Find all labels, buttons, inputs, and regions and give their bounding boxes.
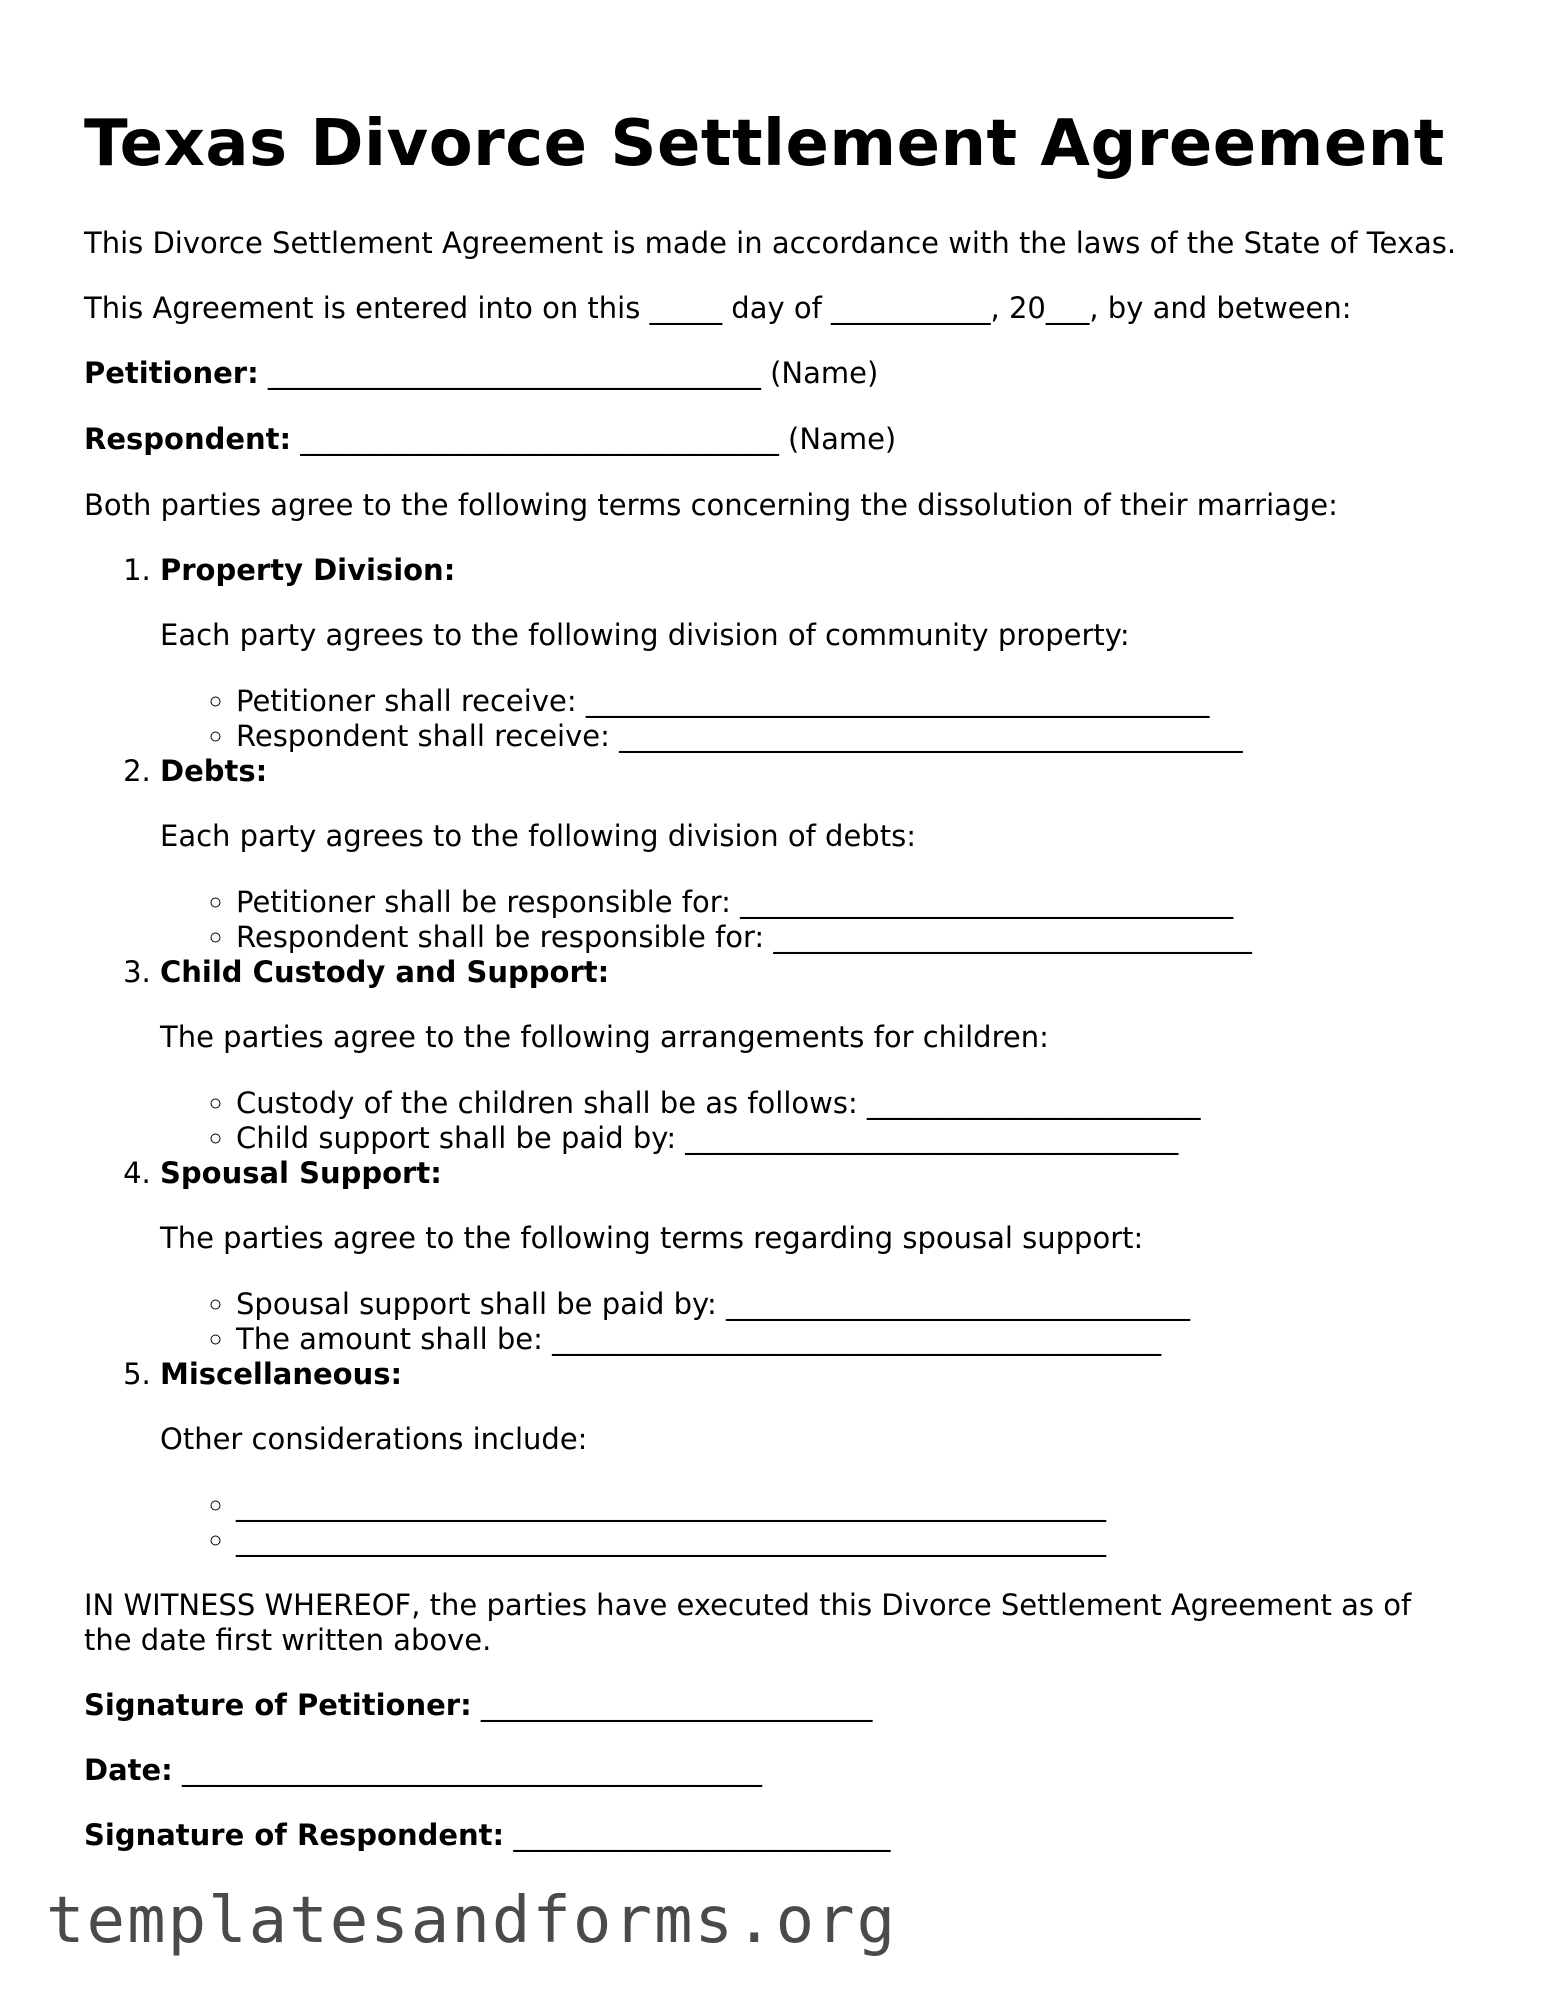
petitioner-line <box>84 356 1460 391</box>
section-spousal-support <box>160 1156 1460 1357</box>
signature-petitioner-label: Signature of Petitioner: <box>84 1688 472 1722</box>
section-items <box>160 1488 1460 1558</box>
list-item: ◦ Petitioner shall be responsible for: __________________________________ <box>236 885 1460 920</box>
section-items <box>160 1086 1460 1156</box>
entered-into-line: This Agreement is entered into on this _____ day of ___________, 20___, by and between: <box>84 291 1352 325</box>
signature-respondent-line <box>84 1818 1460 1853</box>
section-title: 5. Miscellaneous: <box>160 1357 403 1391</box>
section-intro: The parties agree to the following terms regarding spousal support: <box>160 1221 1144 1255</box>
respondent-line <box>84 422 1460 457</box>
section-intro: Other considerations include: <box>160 1422 588 1456</box>
document-page <box>84 106 1460 1883</box>
section-items <box>160 684 1460 754</box>
list-item: ◦ Custody of the children shall be as follows: _______________________ <box>236 1086 1460 1121</box>
date-label: Date: <box>84 1753 173 1787</box>
section-items <box>160 885 1460 955</box>
list-item: ◦ Petitioner shall receive: ___________________________________________ <box>236 684 1460 719</box>
agree-terms-line: Both parties agree to the following terms concerning the dissolution of their marriage: <box>84 488 1338 522</box>
section-title: 1. Property Division: <box>160 553 456 587</box>
section-title: 4. Spousal Support: <box>160 1156 442 1190</box>
date-blank: ________________________________________ <box>172 1753 762 1787</box>
section-items <box>160 1287 1460 1357</box>
signature-respondent-blank: __________________________ <box>504 1818 891 1852</box>
petitioner-label: Petitioner: <box>84 356 259 390</box>
signature-respondent-label: Signature of Respondent: <box>84 1818 505 1852</box>
list-item: ◦ Spousal support shall be paid by: ________________________________ <box>236 1287 1460 1322</box>
witness-paragraph: IN WITNESS WHEREOF, the parties have executed this Divorce Settlement Agreement as of the date first written above. <box>84 1588 1412 1657</box>
list-item: ◦ Respondent shall be responsible for: _________________________________ <box>236 920 1460 955</box>
watermark-text: templatesandforms.org <box>46 1884 898 1958</box>
section-intro: Each party agrees to the following division of community property: <box>160 618 1130 652</box>
section-intro: Each party agrees to the following division of debts: <box>160 819 916 853</box>
date-line <box>84 1753 1460 1788</box>
section-intro: The parties agree to the following arrangements for children: <box>160 1020 1049 1054</box>
respondent-name-blank: _________________________________ (Name) <box>291 422 897 456</box>
document-title: Texas Divorce Settlement Agreement <box>84 107 1445 181</box>
respondent-label: Respondent: <box>84 422 292 456</box>
petitioner-name-blank: __________________________________ (Name) <box>258 356 879 390</box>
list-item: ◦ Respondent shall receive: ___________________________________________ <box>236 719 1460 754</box>
signature-petitioner-line <box>84 1688 1460 1723</box>
list-item: ◦ The amount shall be: __________________________________________ <box>236 1322 1460 1357</box>
section-child-custody <box>160 955 1460 1156</box>
intro-paragraph: This Divorce Settlement Agreement is made in accordance with the laws of the State of Texas. <box>84 226 1457 260</box>
section-title: 3. Child Custody and Support: <box>160 955 610 989</box>
section-miscellaneous <box>160 1357 1460 1558</box>
list-item: ◦ Child support shall be paid by: __________________________________ <box>236 1121 1460 1156</box>
list-item: ◦ ____________________________________________________________ <box>236 1523 1460 1558</box>
list-item: ◦ ____________________________________________________________ <box>236 1488 1460 1523</box>
terms-list <box>84 553 1460 1558</box>
section-property-division <box>160 553 1460 754</box>
section-title: 2. Debts: <box>160 754 268 788</box>
section-debts <box>160 754 1460 955</box>
signature-petitioner-blank: ___________________________ <box>471 1688 873 1722</box>
